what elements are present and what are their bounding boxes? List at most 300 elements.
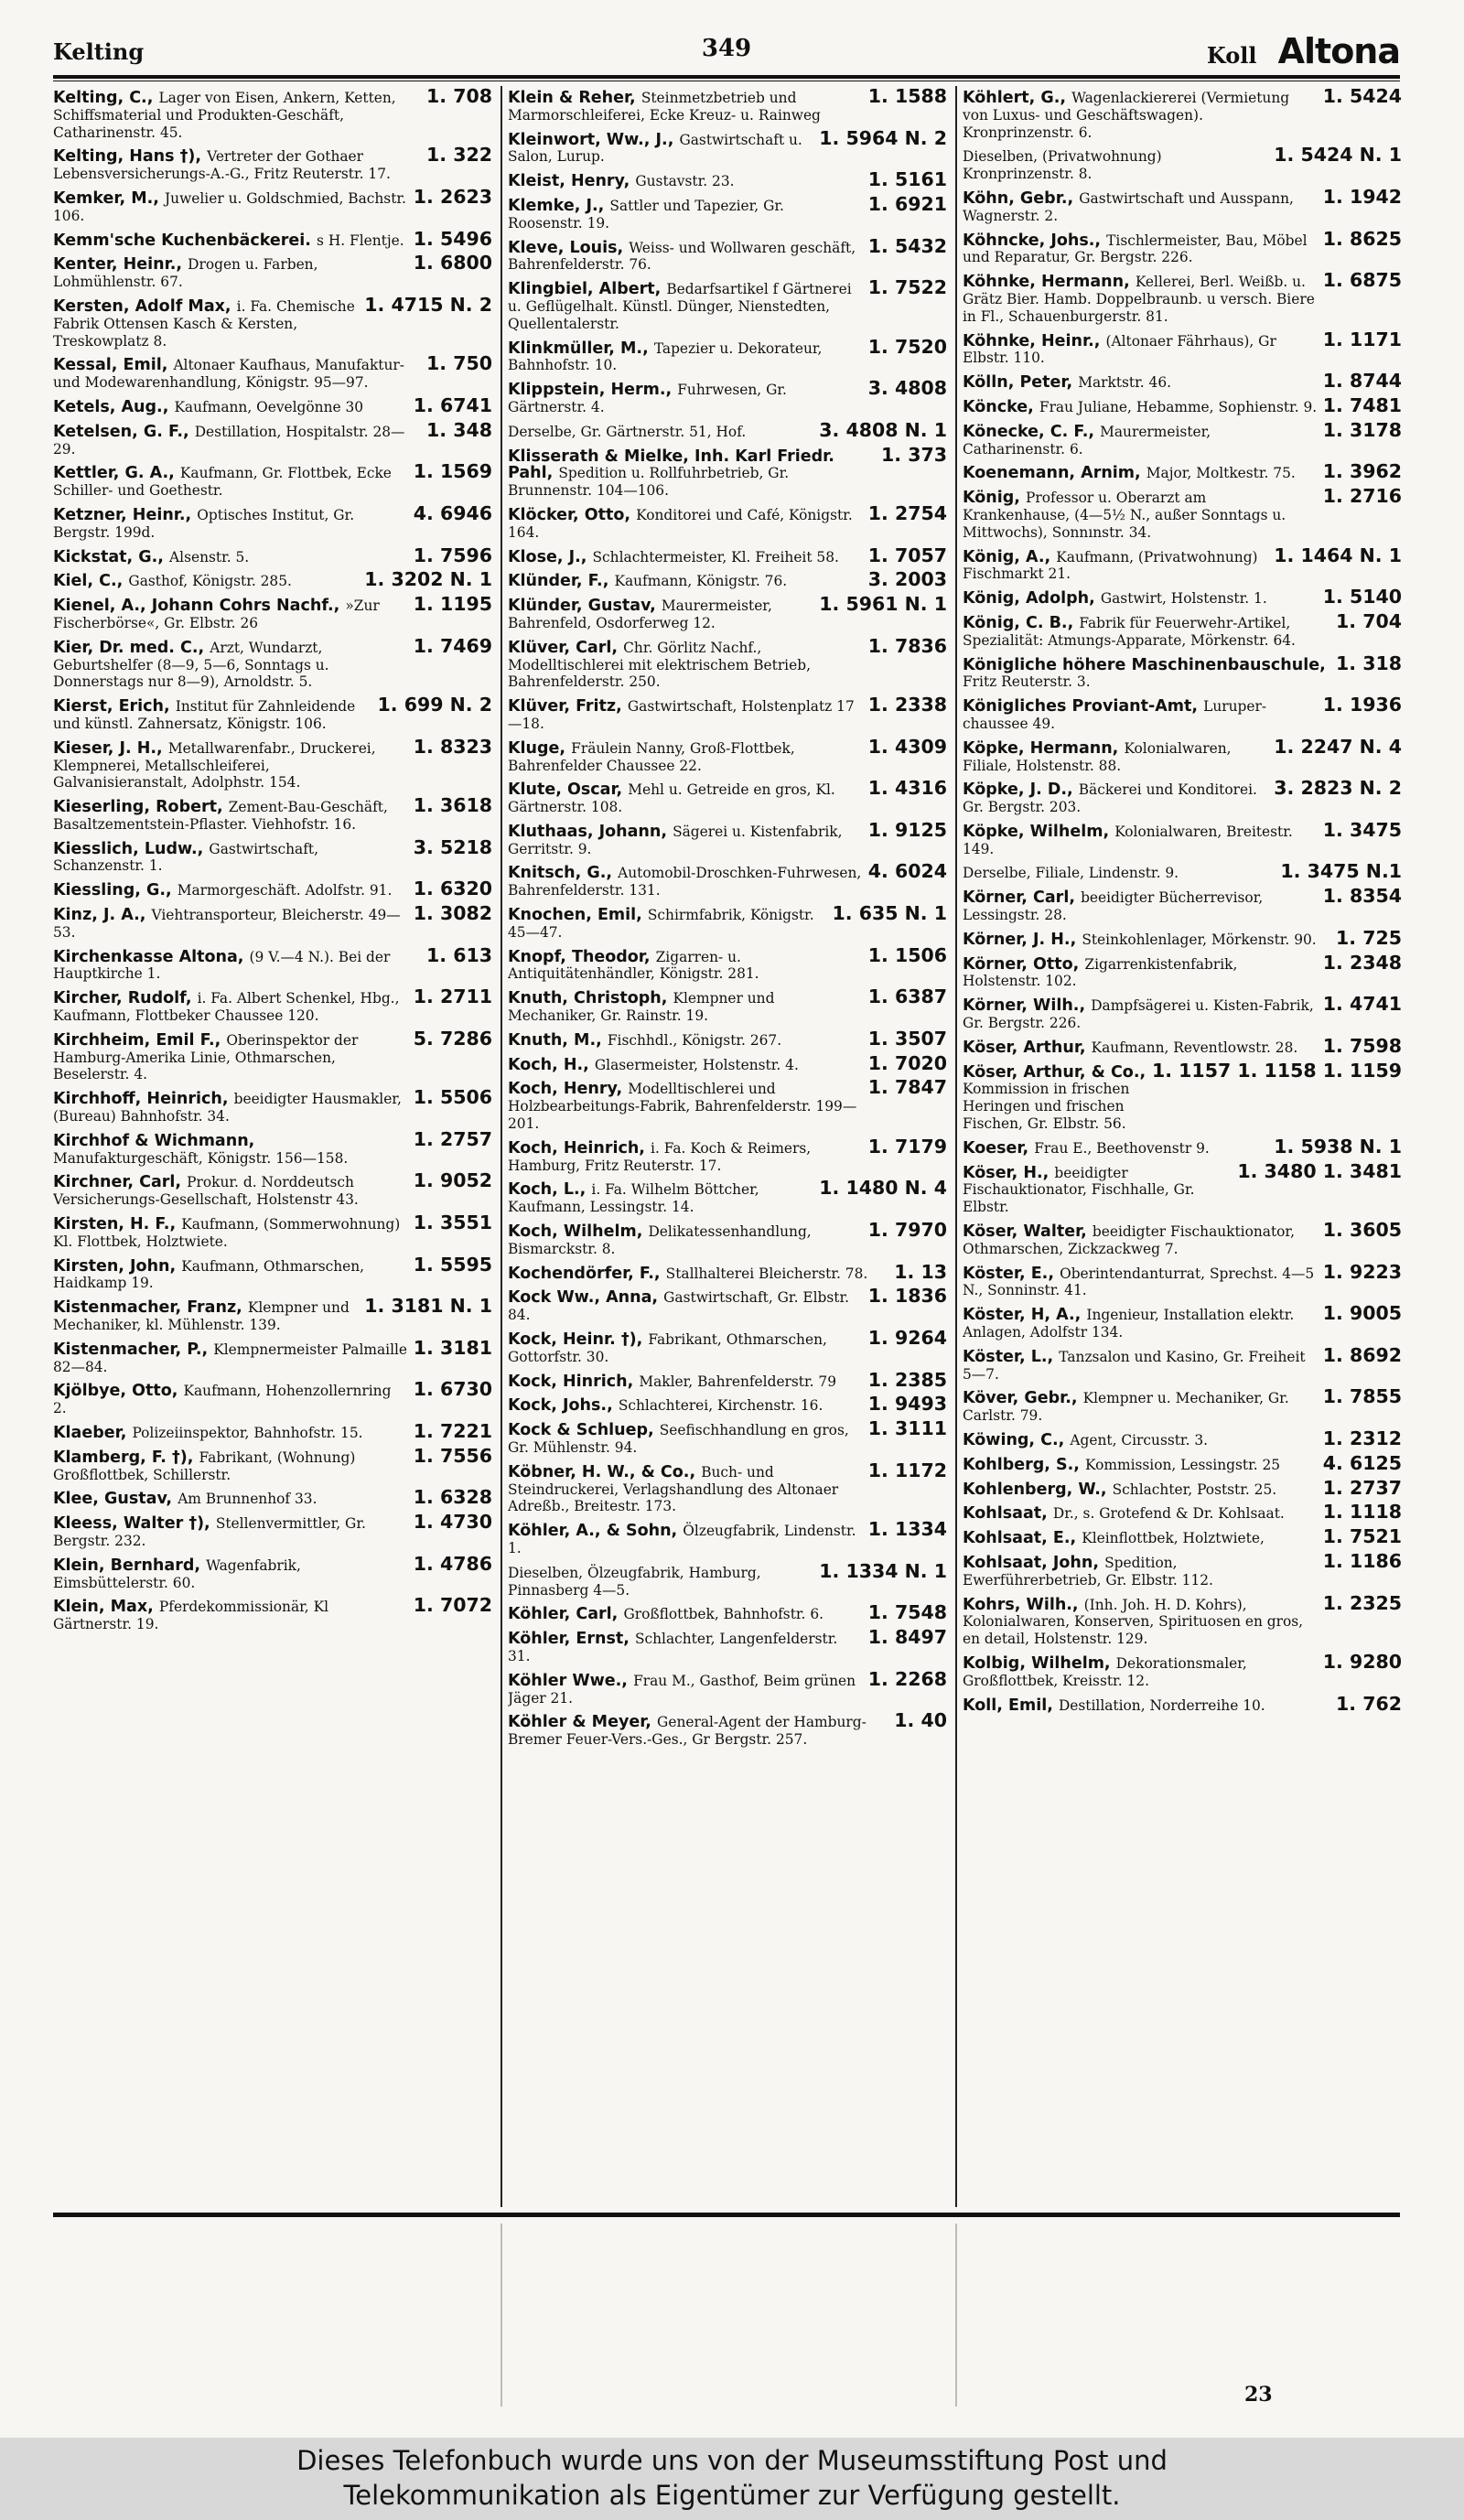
entry-description: Frau Juliane, Hebamme, Sophienstr. 9.	[1039, 398, 1318, 415]
directory-entry	[53, 696, 492, 733]
entry-description: beeidigter Bücherrevisor, Lessingstr. 28.	[963, 889, 1264, 924]
entry-description: Bäckerei und Konditorei. Gr. Bergstr. 203.	[963, 781, 1257, 816]
directory-entry	[963, 1343, 1402, 1384]
entry-phone-number: 1. 322	[426, 144, 492, 167]
directory-entry	[963, 88, 1402, 141]
directory-entry	[963, 544, 1402, 584]
directory-entry	[508, 1395, 947, 1415]
entry-name: Klöcker, Otto,	[508, 505, 631, 524]
entry-description: Destillation, Norderreihe 10.	[1058, 1696, 1265, 1714]
entry-phone-number: 4. 6946	[413, 501, 492, 524]
entry-phone-number: 1. 9280	[1322, 1650, 1402, 1673]
entry-description: Gastwirt, Holstenstr. 1.	[1100, 590, 1267, 608]
entry-name: Köbner, H. W., & Co.,	[508, 1462, 696, 1481]
entry-name: Kemker, M.,	[53, 188, 159, 208]
entry-phone-number: 1. 2754	[867, 501, 947, 524]
entry-description: Spedition u. Rollfuhrbetrieb, Gr. Brunnenstr. 104—106.	[508, 465, 790, 500]
entry-name: König, A.,	[963, 547, 1051, 566]
directory-entry	[963, 1650, 1402, 1690]
entry-phone-number: 1. 5424 N. 1	[1274, 144, 1402, 167]
directory-entry	[508, 168, 947, 191]
entry-phone-number: 1. 7548	[867, 1601, 947, 1624]
directory-entry	[963, 1159, 1402, 1216]
entry-phone-number: 1. 3181 N. 1	[364, 1295, 492, 1318]
entry-phone-number: 3. 2003	[867, 568, 947, 591]
entry-description: Kommission, Lessingstr. 25	[1085, 1456, 1281, 1473]
entry-name: Koch, H.,	[508, 1055, 589, 1074]
entry-name: Kirchhoff, Heinrich,	[53, 1090, 229, 1109]
directory-entry	[53, 593, 492, 632]
entry-name: Kluge,	[508, 738, 566, 758]
directory-entry	[53, 943, 492, 984]
directory-entry	[963, 1476, 1402, 1499]
entry-name: Körner, Wilh.,	[963, 996, 1086, 1016]
entry-description: Alsenstr. 5.	[169, 548, 250, 565]
entry-description: beeidigter Fischauktionator, Othmarschen, Zickzackweg 7.	[963, 1223, 1295, 1257]
directory-entry	[53, 1513, 492, 1550]
sheet-marker: 23	[1244, 2383, 1273, 2407]
entry-description: Gastwirtschaft, Gr. Elbstr. 84.	[508, 1289, 849, 1324]
entry-phone-number: 1. 2716	[1322, 485, 1402, 508]
directory-entry	[508, 634, 947, 691]
entry-name: Köhn, Gebr.,	[963, 188, 1074, 208]
entry-name: Kelting, C.,	[53, 89, 154, 107]
directory-entry	[508, 544, 947, 566]
entry-name: Köster, H, A.,	[963, 1306, 1082, 1325]
entry-description: Metallwarenfabr., Druckerei, Klempnerei, Metallschleiferei, Galvanisieranstalt, Adolphstr. 154.	[53, 739, 376, 792]
entry-description: Oberinspektor der Hamburg-Amerika Linie, Othmarschen, Beselerstr. 4.	[53, 1031, 359, 1083]
entry-description: Großflottbek, Bahnhofstr. 6.	[623, 1606, 824, 1623]
entry-phone-number: 1. 6387	[867, 985, 947, 1008]
entry-phone-number: 1. 7521	[1322, 1525, 1402, 1548]
entry-description: beeidigter Hausmakler, (Bureau) Bahnhofstr. 34.	[53, 1091, 402, 1125]
entry-phone-number: 1. 3475	[1322, 818, 1402, 841]
entry-phone-number: 1. 2623	[413, 185, 492, 208]
entry-name: Kiesslich, Ludw.,	[53, 839, 204, 858]
entry-description: Frau M., Gasthof, Beim grünen Jäger 21.	[508, 1672, 856, 1707]
entry-name: König,	[963, 489, 1020, 508]
entry-description: Dekorationsmaler, Großflottbek, Kreisstr. 12.	[963, 1654, 1247, 1689]
directory-entry	[508, 335, 947, 375]
entry-phone-number: 1. 13	[894, 1260, 947, 1283]
column-divider	[501, 86, 502, 2207]
entry-description: Fabrikant, Othmarschen, Gottorfstr. 30.	[508, 1331, 827, 1365]
directory-entry	[508, 501, 947, 542]
entry-description: Luruper-chaussee 49.	[963, 698, 1267, 732]
directory-entry	[508, 1601, 947, 1624]
header-rule-thick	[53, 75, 1400, 79]
entry-phone-number: 1. 7847	[867, 1076, 947, 1099]
entry-description: »Zur Fischerbörse«, Gr. Elbstr. 26	[53, 598, 380, 631]
directory-entry	[53, 352, 492, 392]
directory-entry	[508, 418, 947, 441]
entry-phone-number: 1. 4730	[413, 1511, 492, 1534]
entry-description: Optisches Institut, Gr. Bergstr. 199d.	[53, 506, 355, 541]
entry-phone-number: 1. 5595	[413, 1253, 492, 1276]
entry-name: Kieserling, Robert,	[53, 798, 223, 817]
directory-entry	[53, 568, 492, 591]
directory-entry	[508, 1368, 947, 1391]
entry-name: Kirchner, Carl,	[53, 1173, 182, 1192]
directory-entry	[53, 1214, 492, 1251]
directory-entry	[963, 818, 1402, 858]
entry-description: beeidigter Fischauktionator, Fischhalle, Gr. Elbstr.	[963, 1164, 1195, 1216]
entry-name: Köser, Arthur,	[963, 1038, 1086, 1057]
entry-phone-number: 1. 7469	[413, 634, 492, 657]
archive-notice	[0, 2438, 1464, 2520]
directory-entry	[508, 126, 947, 167]
entry-name: Kleist, Henry,	[508, 172, 630, 191]
directory-entry	[963, 1503, 1402, 1523]
directory-entry	[53, 1086, 492, 1125]
entry-phone-number: 3. 2823 N. 2	[1274, 777, 1402, 800]
entry-description: Automobil-Droschken-Fuhrwesen, Bahrenfelderstr. 131.	[508, 865, 862, 899]
entry-phone-number: 1. 6800	[413, 252, 492, 275]
entry-name: Köser, H.,	[963, 1163, 1050, 1182]
entry-description: (Altonaer Fährhaus), Gr Elbstr. 110.	[963, 332, 1276, 367]
entry-description: Chr. Görlitz Nachf., Modelltischlerei mit elektrischem Betrieb, Bahrenfelderstr. 250.	[508, 639, 811, 691]
column-divider	[955, 86, 957, 2207]
entry-name: Kirchheim, Emil F.,	[53, 1030, 221, 1050]
entry-name: Kohlenberg, W.,	[963, 1480, 1107, 1499]
entry-phone-number: 1. 708	[426, 88, 492, 107]
entry-description: Wagenlackiererei (Vermietung von Luxus- und Geschäftswagen). Kronprinzenstr. 6.	[963, 90, 1290, 141]
entry-phone-number: 1. 7556	[413, 1444, 492, 1467]
entry-name: Kock Ww., Anna,	[508, 1288, 659, 1308]
entry-description: Professor u. Oberarzt am Krankenhause, (4—5½ N., außer Sonntags u. Mittwochs), Sonnınstr. 34.	[963, 490, 1286, 541]
directory-entry	[53, 146, 492, 183]
entry-name: Köhler & Meyer,	[508, 1713, 651, 1732]
entry-name: Köser, Walter,	[963, 1222, 1087, 1242]
directory-entry	[53, 1127, 492, 1168]
column-1	[53, 88, 492, 2209]
column-3	[963, 88, 1402, 2209]
directory-entry	[963, 1591, 1402, 1648]
entry-description: Kaufmann, Reventlowstr. 28.	[1091, 1039, 1298, 1056]
entry-name: Körner, J. H.,	[963, 930, 1077, 949]
entry-description: Sägerei u. Kistenfabrik, Gerritstr. 9.	[508, 823, 843, 857]
entry-description: Glasermeister, Holstenstr. 4.	[594, 1056, 799, 1073]
directory-entry	[53, 1295, 492, 1334]
entry-phone-number: 1. 5424	[1322, 88, 1402, 107]
entry-description: Kaufmann, Oevelgönne 30	[174, 398, 364, 415]
entry-phone-number: 1. 2348	[1322, 951, 1402, 974]
directory-entry	[53, 227, 492, 250]
directory-entry	[53, 794, 492, 834]
entry-description: General-Agent der Hamburg-Bremer Feuer-Vers.-Ges., Gr Bergstr. 257.	[508, 1714, 867, 1749]
entry-name: Knuth, M.,	[508, 1030, 602, 1050]
entry-phone-number: 1. 7596	[413, 544, 492, 566]
entry-description: Kolonialwaren, Breitestr. 149.	[963, 823, 1293, 857]
entry-phone-number: 1. 8497	[867, 1626, 947, 1649]
entry-phone-number: 1. 1936	[1322, 694, 1402, 716]
directory-entry	[963, 1451, 1402, 1474]
entry-description: Maurermeister, Bahrenfeld, Osdorferweg 12.	[508, 598, 772, 631]
entry-phone-number: 1. 9264	[867, 1327, 947, 1350]
entry-description: Gastwirtschaft u. Salon, Lurup.	[508, 131, 802, 166]
directory-entry	[53, 1486, 492, 1509]
entry-phone-number: 1. 5938 N. 1	[1274, 1135, 1402, 1158]
entry-description: Zigarrenkistenfabrik, Holstenstr. 102.	[963, 955, 1238, 990]
entry-phone-number: 3. 5218	[413, 835, 492, 858]
entry-description: Polizeiinspektor, Bahnhofstr. 15.	[132, 1425, 363, 1441]
entry-description: Maurermeister, Catharinenstr. 6.	[963, 423, 1211, 458]
entry-description: (9 V.—4 N.). Bei der Hauptkirche 1.	[53, 948, 391, 983]
directory-entry	[508, 860, 947, 899]
entry-name: Kinz, J. A.,	[53, 906, 146, 925]
entry-phone-number: 1. 7855	[1322, 1385, 1402, 1408]
entry-name: Klose, J.,	[508, 547, 587, 566]
directory-entry	[508, 943, 947, 984]
entry-description: Destillation, Hospitalstr. 28—29.	[53, 423, 405, 458]
directory-entry	[53, 985, 492, 1025]
entry-phone-number: 1. 6741	[413, 393, 492, 416]
entry-description: Vertreter der Gothaer Lebensversicherungs-A.-G., Fritz Reuterstr. 17.	[53, 148, 391, 183]
entry-name: Kenter, Heinr.,	[53, 255, 183, 275]
entry-phone-number: 1. 7970	[867, 1219, 947, 1242]
entry-phone-number: 1. 9005	[1322, 1302, 1402, 1325]
entry-phone-number: 1. 3082	[413, 902, 492, 925]
entry-description: Schirmfabrik, Königstr. 45—47.	[508, 907, 814, 941]
entry-name: Köncke,	[963, 397, 1034, 416]
directory-entry	[508, 735, 947, 775]
entry-name: Köster, L.,	[963, 1347, 1054, 1366]
entry-description: Pferdekommissionär, Kl Gärtnerstr. 19.	[53, 1599, 329, 1633]
directory-entry	[508, 1459, 947, 1515]
directory-entry	[963, 1385, 1402, 1425]
entry-phone-number: 1. 635 N. 1	[832, 902, 947, 925]
entry-description: Juwelier u. Goldschmied, Bachstr. 106.	[53, 189, 406, 224]
entry-name: Kickstat, G.,	[53, 547, 164, 566]
entry-name: Koll, Emil,	[963, 1696, 1053, 1715]
directory-entry	[963, 485, 1402, 541]
directory-entry	[508, 88, 947, 124]
directory-entry	[508, 1135, 947, 1175]
entry-phone-number: 1. 2737	[1322, 1476, 1402, 1499]
entry-name: Koch, Henry,	[508, 1080, 623, 1099]
entry-description: Schlachter, Poststr. 25.	[1112, 1481, 1277, 1498]
entry-phone-number: 1. 613	[426, 943, 492, 966]
entry-description: Fabrikant, (Wohnung) Großflottbek, Schillerstr.	[53, 1448, 356, 1483]
page-header	[53, 26, 1400, 71]
entry-name: Kluthaas, Johann,	[508, 822, 667, 841]
page-number: 349	[701, 35, 752, 62]
entry-phone-number: 1. 2268	[867, 1667, 947, 1690]
entry-name: Koch, Wilhelm,	[508, 1222, 643, 1242]
directory-entry	[508, 593, 947, 632]
entry-phone-number: 1. 8354	[1322, 885, 1402, 908]
entry-name: Knitsch, G.,	[508, 864, 613, 883]
directory-entry	[963, 1302, 1402, 1341]
directory-entry	[508, 377, 947, 416]
entry-name: Kiessling, G.,	[53, 881, 172, 900]
entry-phone-number: 1. 2247 N. 4	[1274, 735, 1402, 758]
entry-phone-number: 1. 7179	[867, 1135, 947, 1158]
entry-phone-number: 1. 5506	[413, 1086, 492, 1109]
entry-phone-number: 5. 7286	[413, 1027, 492, 1050]
entry-name: Klamberg, F. †),	[53, 1448, 194, 1467]
directory-entry	[508, 1287, 947, 1324]
entry-phone-number: 1. 3111	[867, 1417, 947, 1440]
entry-phone-number: 1. 40	[894, 1709, 947, 1732]
directory-entry	[508, 777, 947, 816]
entry-phone-number: 1. 1506	[867, 943, 947, 966]
entry-phone-number: 1. 373	[881, 443, 947, 466]
directory-entry	[53, 835, 492, 876]
entry-phone-number: 1. 2757	[413, 1127, 492, 1150]
directory-entry	[53, 418, 492, 458]
entry-phone-number: 1. 704	[1336, 609, 1402, 632]
entry-name: Köhler Wwe.,	[508, 1671, 628, 1690]
entry-description: Kaufmann, Hohenzollernring 2.	[53, 1383, 392, 1417]
entry-phone-number: 1. 6328	[413, 1486, 492, 1509]
entry-name: Kleve, Louis,	[508, 238, 624, 257]
entry-name: Kohlberg, S.,	[963, 1455, 1080, 1474]
entry-phone-number: 1. 1172	[867, 1459, 947, 1481]
entry-name: Kierst, Erich,	[53, 697, 170, 716]
entry-phone-number: 1. 1334 N. 1	[819, 1559, 947, 1582]
entry-description: Kolonialwaren, Filiale, Holstenstr. 88.	[963, 739, 1232, 774]
entry-name: Ketelsen, G. F.,	[53, 422, 189, 441]
entry-name: Köver, Gebr.,	[963, 1389, 1078, 1408]
entry-name: Klüver, Carl,	[508, 638, 619, 657]
directory-entry	[963, 1059, 1402, 1133]
entry-phone-number: 1. 1942	[1322, 185, 1402, 208]
directory-entry	[508, 1027, 947, 1050]
directory-entry	[508, 1179, 947, 1216]
directory-entry	[963, 146, 1402, 183]
directory-entry	[963, 1135, 1402, 1158]
directory-entry	[963, 696, 1402, 733]
entry-phone-number: 1. 3178	[1322, 418, 1402, 441]
entry-phone-number: 1. 5496	[413, 227, 492, 250]
entry-description: Wagenfabrik, Eimsbüttelerstr. 60.	[53, 1556, 301, 1591]
directory-entry	[53, 1253, 492, 1293]
entry-phone-number: 1. 348	[426, 418, 492, 441]
entry-phone-number: 3. 4808 N. 1	[819, 418, 947, 441]
column-2	[508, 88, 947, 2209]
entry-name: Kohlsaat, E.,	[963, 1529, 1077, 1548]
directory-entry	[53, 501, 492, 542]
entry-description: Kellerei, Berl. Weißb. u. Grätz Bier. Hamb. Doppelbraunb. u versch. Biere in Fl., Schauenburgerstr. 81.	[963, 274, 1315, 325]
entry-name: Klee, Gustav,	[53, 1490, 173, 1509]
entry-name: Kircher, Rudolf,	[53, 989, 192, 1008]
entry-description: Klempner und Mechaniker, kl. Mühlenstr. 139.	[53, 1299, 350, 1334]
entry-name: Königliches Proviant-Amt,	[963, 697, 1199, 716]
directory-entry	[53, 1378, 492, 1417]
entry-description: Konditorei und Café, Königstr. 164.	[508, 506, 853, 541]
entry-name: Kolbig, Wilhelm,	[963, 1653, 1111, 1673]
header-right	[1207, 31, 1400, 71]
entry-phone-number: 1. 9052	[413, 1169, 492, 1192]
entry-description: Spedition, Ewerführerbetrieb, Gr. Elbstr. 112.	[963, 1554, 1213, 1588]
entry-phone-number: 1. 1195	[413, 593, 492, 616]
entry-description: Drogen u. Farben, Lohmühlenstr. 67.	[53, 256, 318, 291]
entry-name: Köhlert, G.,	[963, 89, 1066, 107]
entry-phone-number: 1. 3962	[1322, 460, 1402, 483]
entry-description: Zement-Bau-Geschäft, Basaltzementstein-Pflaster. Viehhofstr. 16.	[53, 799, 388, 833]
entry-name: Kohlsaat,	[963, 1504, 1048, 1524]
entry-name: Klüver, Fritz,	[508, 697, 622, 716]
entry-description: Klempnermeister Palmaille 82—84.	[53, 1341, 408, 1375]
entry-name: Köpke, Hermann,	[963, 738, 1119, 758]
directory-entry	[508, 1626, 947, 1665]
entry-phone-number: 1. 7072	[413, 1594, 492, 1617]
entry-description: Ölzeugfabrik, Lindenstr. 1.	[508, 1523, 856, 1556]
entry-name: Klute, Oscar,	[508, 781, 623, 800]
entry-description: Delikatessenhandlung, Bismarckstr. 8.	[508, 1223, 812, 1257]
entry-phone-number: 1. 1480 N. 4	[819, 1177, 947, 1200]
entry-name: Kiel, C.,	[53, 572, 124, 591]
directory-entry	[53, 1552, 492, 1592]
entry-phone-number: 1. 3202 N. 1	[364, 568, 492, 591]
entry-description: Kleinflottbek, Holztwiete,	[1082, 1530, 1265, 1547]
entry-description: Schlachterei, Kirchenstr. 16.	[618, 1397, 824, 1415]
directory-entry	[53, 293, 492, 350]
entry-phone-number: 1. 725	[1336, 926, 1402, 949]
entry-description: Kaufmann, (Sommerwohnung) Kl. Flottbek, Holztwiete.	[53, 1216, 401, 1250]
directory-entry	[963, 185, 1402, 225]
entry-phone-number: 1. 1334	[867, 1518, 947, 1541]
entry-phone-number: 1. 6320	[413, 878, 492, 900]
entry-description: Kaufmann, Othmarschen, Haidkamp 19.	[53, 1257, 365, 1292]
entry-name: Köhnke, Hermann,	[963, 273, 1130, 292]
entry-description: Klempner u. Mechaniker, Gr. Carlstr. 79.	[963, 1390, 1289, 1425]
entry-phone-number: 1. 1836	[867, 1285, 947, 1308]
directory-entry	[53, 460, 492, 500]
directory-entry	[963, 1260, 1402, 1300]
directory-entry	[53, 1420, 492, 1442]
entry-phone-number: 1. 4309	[867, 735, 947, 758]
directory-entry	[508, 1219, 947, 1258]
entry-description: (Inh. Joh. H. D. Kohrs), Kolonialwaren, Konserven, Spirituosen en gros, en detail, Holstenstr. 129.	[963, 1596, 1304, 1648]
header-right-keyword: Koll	[1206, 42, 1257, 69]
directory-entry	[508, 985, 947, 1025]
entry-name: Knuth, Christoph,	[508, 989, 668, 1008]
entry-phone-number: 1. 3181	[413, 1336, 492, 1359]
entry-description: Mehl u. Getreide en gros, Kl. Gärtnerstr. 108.	[508, 781, 835, 816]
entry-description: Tanzsalon und Kasino, Gr. Freiheit 5—7.	[963, 1348, 1306, 1383]
entry-name: Koch, Heinrich,	[508, 1138, 645, 1158]
entry-description: Fabrik für Feuerwehr-Artikel, Spezialität: Atmungs-Apparate, Mörkenstr. 64.	[963, 614, 1296, 649]
entry-description: Gastwirtschaft, Holstenplatz 17—18.	[508, 698, 855, 732]
entry-phone-number: 1. 4316	[867, 777, 947, 800]
entry-description: Tapezier u. Dekorateur, Bahnhofstr. 10.	[508, 339, 823, 374]
entry-phone-number: 1. 9493	[867, 1393, 947, 1416]
entry-description: Viehtransporteur, Bleicherstr. 49—53.	[53, 907, 401, 941]
directory-entry	[508, 696, 947, 733]
entry-name: Kettler, G. A.,	[53, 464, 175, 483]
header-city: Altona	[1277, 31, 1400, 71]
directory-entry	[963, 393, 1402, 416]
entry-name: Koch, L.,	[508, 1180, 587, 1200]
directory-entry	[53, 880, 492, 899]
entry-name: Klippstein, Herm.,	[508, 381, 673, 400]
directory-entry	[963, 227, 1402, 267]
directory-entry	[53, 1444, 492, 1484]
entry-phone-number: 1. 2338	[867, 694, 947, 716]
entry-phone-number: 1. 7520	[867, 335, 947, 358]
directory-entry	[963, 372, 1402, 392]
directory-entry	[963, 860, 1402, 883]
entry-phone-number: 1. 7522	[867, 276, 947, 299]
directory-entry	[508, 902, 947, 942]
directory-entry	[508, 1559, 947, 1599]
entry-name: Kistenmacher, P.,	[53, 1340, 209, 1359]
entry-description: Steinkohlenlager, Mörkenstr. 90.	[1082, 931, 1317, 948]
directory-entry	[53, 393, 492, 416]
directory-entry	[508, 818, 947, 858]
